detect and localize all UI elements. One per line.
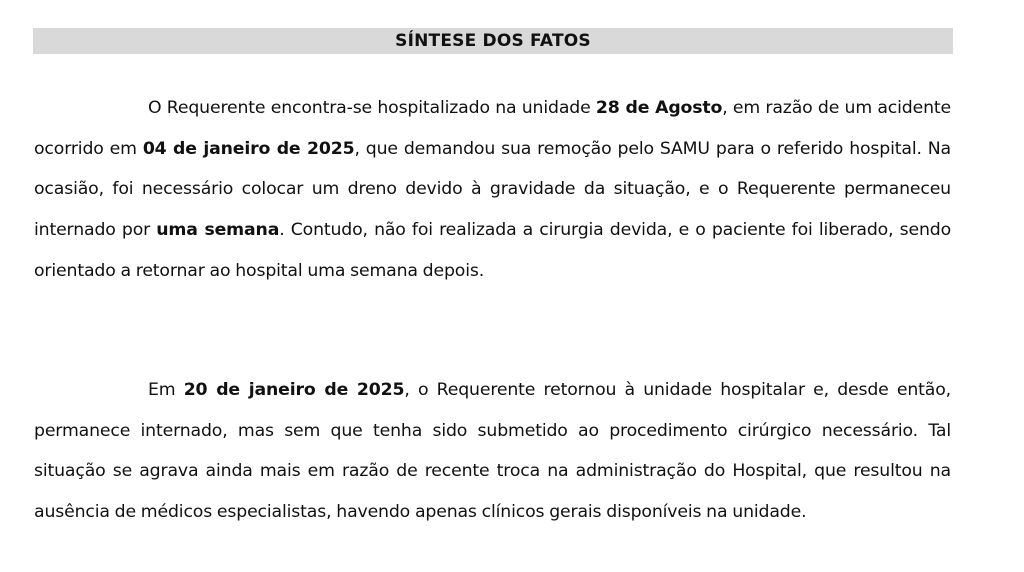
p1-bold-duration: uma semana <box>156 220 280 241</box>
section-heading: SÍNTESE DOS FATOS <box>395 31 591 51</box>
p1-text-4: . Contudo, não foi realizada a cirurgia devida, e o paciente foi liberado, sendo orientado a retornar ao hospital uma semana depois. <box>34 220 951 281</box>
p1-bold-date: 04 de janeiro de 2025 <box>142 138 355 159</box>
p1-bold-unit: 28 de Agosto <box>595 98 723 118</box>
p2-bold-date: 20 de janeiro de 2025 <box>183 380 405 400</box>
p2-text-2: , o Requerente retornou à unidade hospitalar e, desde então, permanece internado, mas sem que tenha sido submetido ao procedimento cirúrgico necessário. Tal situação se agrava ainda mais em razão de recente troca na administração do Hospital, que resultou na ausência de médicos especialistas, havendo apenas clínicos gerais disponíveis na unidade. <box>34 380 952 523</box>
p1-text-2: , em razão de um acidente ocorrido em <box>34 98 951 159</box>
paragraph-1 <box>34 88 951 292</box>
p1-text-3: , que demandou sua remoção pelo SAMU para o referido hospital. Na ocasião, foi necessário colocar um dreno devido à gravidade da situação, e o Requerente permaneceu internado por <box>34 138 951 241</box>
section-heading-bar <box>33 28 953 54</box>
paragraph-2 <box>34 370 951 533</box>
p2-text-1: Em <box>148 380 184 400</box>
p1-text-1: O Requerente encontra-se hospitalizado na unidade <box>148 98 596 118</box>
